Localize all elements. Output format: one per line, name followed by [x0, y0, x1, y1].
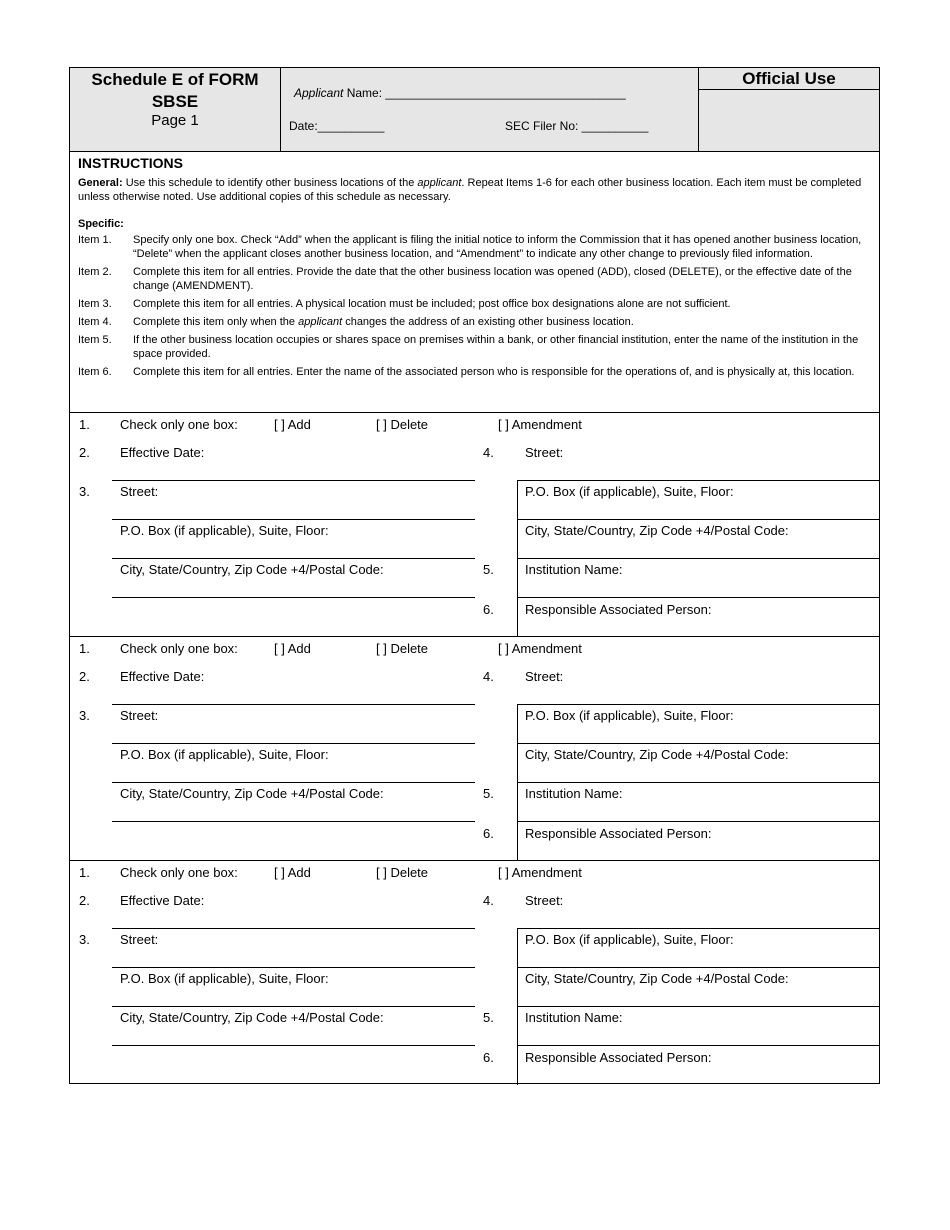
field-underline — [517, 1006, 879, 1007]
field-underline — [112, 558, 475, 559]
item-key: Item 2. — [78, 266, 112, 278]
check-one-box-label: Check only one box: — [120, 641, 238, 656]
field-underline — [112, 704, 475, 705]
field-underline — [517, 821, 879, 822]
field-underline — [112, 967, 475, 968]
date-field[interactable]: Date:__________ — [289, 119, 385, 133]
field-underline — [112, 782, 475, 783]
sec-filer-no-field[interactable]: SEC Filer No: __________ — [505, 119, 649, 133]
instruction-item — [78, 315, 868, 329]
po-box-field-right[interactable]: P.O. Box (if applicable), Suite, Floor: — [525, 708, 734, 723]
general-instructions — [78, 176, 868, 204]
item-number-1: 1. — [79, 417, 90, 432]
form-header — [70, 68, 879, 152]
effective-date-field[interactable]: Effective Date: — [120, 669, 205, 684]
item-key: Item 6. — [78, 366, 112, 378]
field-underline — [517, 519, 879, 520]
instruction-item — [78, 297, 868, 311]
city-state-zip-field-right[interactable]: City, State/Country, Zip Code +4/Postal Code: — [525, 747, 789, 762]
item-number-5: 5. — [483, 1010, 494, 1025]
amendment-checkbox[interactable]: [ ] Amendment — [498, 865, 582, 880]
item-number-4: 4. — [483, 445, 494, 460]
field-underline — [112, 1006, 475, 1007]
specific-label: Specific: — [78, 218, 124, 230]
street-field-right[interactable]: Street: — [525, 893, 564, 908]
field-underline — [517, 967, 879, 968]
city-state-zip-field[interactable]: City, State/Country, Zip Code +4/Postal Code: — [120, 786, 384, 801]
item-number-1: 1. — [79, 641, 90, 656]
street-field[interactable]: Street: — [120, 932, 159, 947]
city-state-zip-field[interactable]: City, State/Country, Zip Code +4/Postal Code: — [120, 562, 384, 577]
item-number-6: 6. — [483, 1050, 494, 1065]
item-number-3: 3. — [79, 708, 90, 723]
instruction-item — [78, 365, 868, 379]
location-section — [70, 412, 879, 637]
po-box-field-right[interactable]: P.O. Box (if applicable), Suite, Floor: — [525, 484, 734, 499]
item-number-4: 4. — [483, 893, 494, 908]
street-field-right[interactable]: Street: — [525, 669, 564, 684]
form-title-box — [70, 68, 281, 151]
institution-name-field[interactable]: Institution Name: — [525, 562, 623, 577]
add-checkbox[interactable]: [ ] Add — [274, 865, 311, 880]
item-key: Item 4. — [78, 316, 112, 328]
item-text: Complete this item for all entries. A physical location must be included; post office box designations alone are not sufficient. — [133, 298, 731, 310]
po-box-field[interactable]: P.O. Box (if applicable), Suite, Floor: — [120, 971, 329, 986]
item-number-5: 5. — [483, 786, 494, 801]
page-number: Page 1 — [151, 112, 199, 129]
effective-date-field[interactable]: Effective Date: — [120, 893, 205, 908]
form-title-line2: SBSE — [151, 92, 199, 111]
general-applicant: applicant — [417, 177, 462, 189]
general-text-1: Use this schedule to identify other business locations of the — [122, 177, 418, 189]
item-number-1: 1. — [79, 865, 90, 880]
field-underline — [112, 1045, 475, 1046]
city-state-zip-field-right[interactable]: City, State/Country, Zip Code +4/Postal Code: — [525, 971, 789, 986]
amendment-checkbox[interactable]: [ ] Amendment — [498, 417, 582, 432]
city-state-zip-field[interactable]: City, State/Country, Zip Code +4/Postal Code: — [120, 1010, 384, 1025]
responsible-person-field[interactable]: Responsible Associated Person: — [525, 602, 712, 617]
applicant-word: Applicant — [294, 86, 344, 100]
schedule-e-form — [69, 67, 880, 1084]
item-key: Item 1. — [78, 234, 112, 246]
item-text: Complete this item for all entries. Provide the date that the other business location was opened (ADD), closed (DELETE), or the effective date of the change (AMENDMENT). — [133, 266, 852, 292]
applicant-info-box — [281, 68, 699, 151]
instruction-item — [78, 265, 868, 293]
field-underline — [517, 480, 879, 481]
item-text: If the other business location occupies or shares space on premises within a bank, or other financial institution, enter the name of the institution in the space provided. — [133, 334, 859, 360]
item-number-3: 3. — [79, 484, 90, 499]
responsible-person-field[interactable]: Responsible Associated Person: — [525, 826, 712, 841]
po-box-field-right[interactable]: P.O. Box (if applicable), Suite, Floor: — [525, 932, 734, 947]
street-field-right[interactable]: Street: — [525, 445, 564, 460]
official-use-box — [699, 68, 879, 151]
check-one-box-label: Check only one box: — [120, 865, 238, 880]
institution-name-field[interactable]: Institution Name: — [525, 786, 623, 801]
applicant-name-label: Name: ____________________________________ — [343, 86, 626, 100]
instruction-item — [78, 333, 868, 361]
po-box-field[interactable]: P.O. Box (if applicable), Suite, Floor: — [120, 747, 329, 762]
applicant-name-field[interactable] — [294, 86, 626, 100]
city-state-zip-field-right[interactable]: City, State/Country, Zip Code +4/Postal Code: — [525, 523, 789, 538]
institution-name-field[interactable]: Institution Name: — [525, 1010, 623, 1025]
po-box-field[interactable]: P.O. Box (if applicable), Suite, Floor: — [120, 523, 329, 538]
field-underline — [112, 928, 475, 929]
item-number-5: 5. — [483, 562, 494, 577]
street-field[interactable]: Street: — [120, 484, 159, 499]
item-number-6: 6. — [483, 826, 494, 841]
form-title-line1: Schedule E of FORM — [91, 70, 259, 89]
location-section — [70, 860, 879, 1085]
item-number-2: 2. — [79, 445, 90, 460]
field-underline — [517, 558, 879, 559]
field-underline — [517, 782, 879, 783]
add-checkbox[interactable]: [ ] Add — [274, 641, 311, 656]
field-underline — [112, 480, 475, 481]
item-number-4: 4. — [483, 669, 494, 684]
item-text: Complete this item for all entries. Enter the name of the associated person who is responsible for the operations of, and is physically at, this location. — [133, 366, 855, 378]
item-key: Item 5. — [78, 334, 112, 346]
official-use-label: Official Use — [699, 68, 879, 90]
field-underline — [517, 597, 879, 598]
item-number-3: 3. — [79, 932, 90, 947]
item4-text-2: changes the address of an existing other business location. — [342, 316, 634, 328]
general-label: General: — [78, 177, 123, 189]
field-underline — [112, 519, 475, 520]
general-text-2: . Repeat Items 1-6 for each other business location. Each item must be completed unless otherwise noted. Use additional copies of this schedule as necessary. — [78, 177, 862, 203]
amendment-checkbox[interactable]: [ ] Amendment — [498, 641, 582, 656]
item-text: Specify only one box. Check “Add” when the applicant is filing the initial notice to inform the Commission that it has opened another business location, “Delete” when the applicant closes another business location, and “Amendment” to indicate any other change to previously filed information. — [133, 234, 862, 260]
instruction-item — [78, 233, 868, 261]
field-underline — [112, 743, 475, 744]
delete-checkbox[interactable]: [ ] Delete — [376, 865, 429, 880]
item-number-2: 2. — [79, 669, 90, 684]
field-underline — [517, 1045, 879, 1046]
item-text — [133, 315, 868, 329]
item-number-6: 6. — [483, 602, 494, 617]
responsible-person-field[interactable]: Responsible Associated Person: — [525, 1050, 712, 1065]
delete-checkbox[interactable]: [ ] Delete — [376, 417, 429, 432]
field-underline — [517, 928, 879, 929]
instructions — [78, 155, 868, 383]
location-section — [70, 636, 879, 861]
field-underline — [112, 597, 475, 598]
check-one-box-label: Check only one box: — [120, 417, 238, 432]
delete-checkbox[interactable]: [ ] Delete — [376, 641, 429, 656]
street-field[interactable]: Street: — [120, 708, 159, 723]
item-key: Item 3. — [78, 298, 112, 310]
field-underline — [112, 821, 475, 822]
item-number-2: 2. — [79, 893, 90, 908]
field-underline — [517, 704, 879, 705]
instructions-heading: INSTRUCTIONS — [78, 155, 183, 171]
item4-text-1: Complete this item only when the — [133, 316, 299, 328]
effective-date-field[interactable]: Effective Date: — [120, 445, 205, 460]
add-checkbox[interactable]: [ ] Add — [274, 417, 311, 432]
field-underline — [517, 743, 879, 744]
item4-applicant: applicant — [298, 316, 343, 328]
